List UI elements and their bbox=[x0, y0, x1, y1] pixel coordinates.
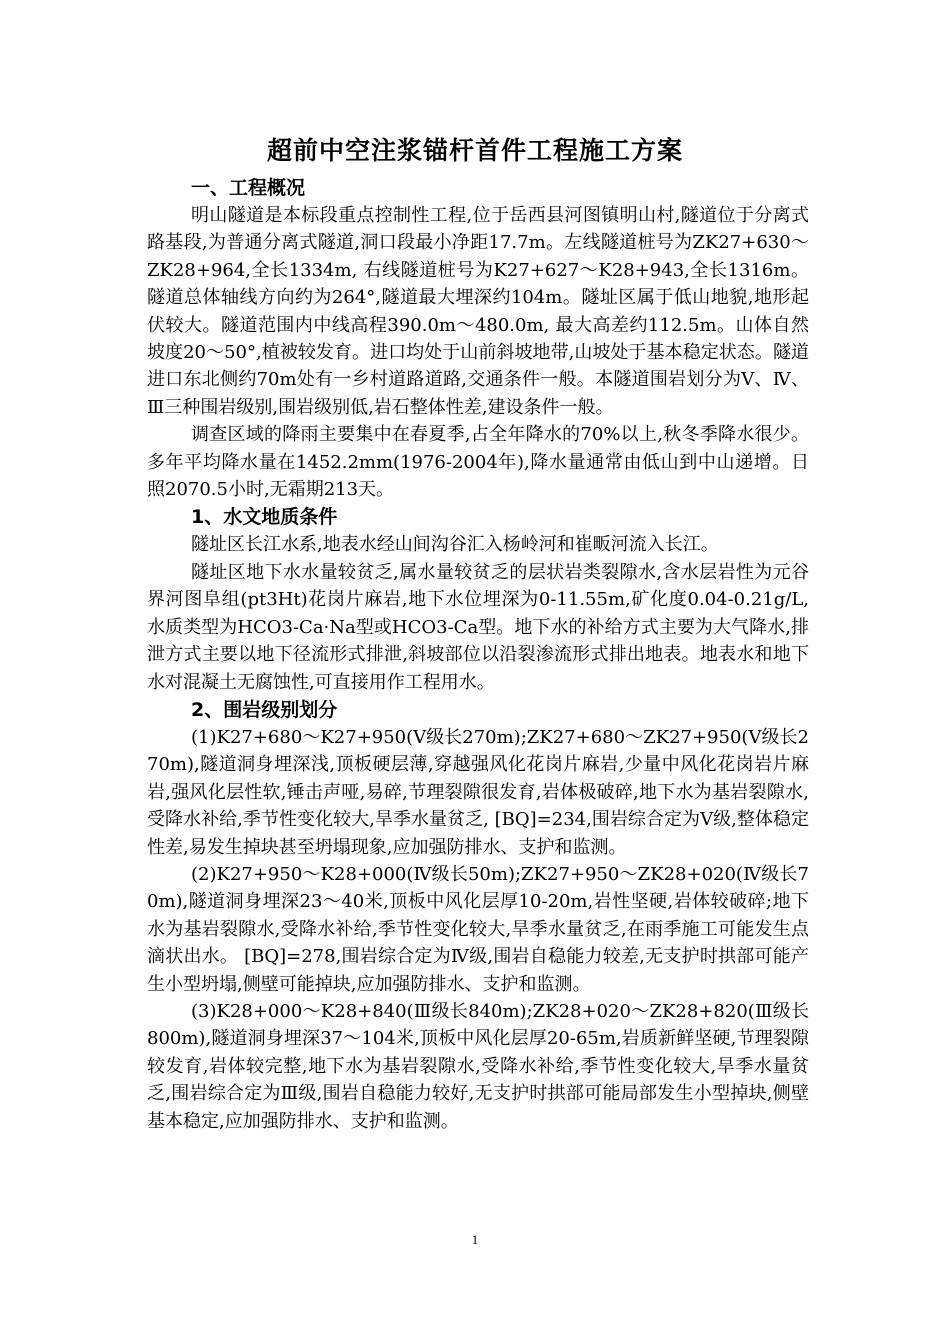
paragraph-overview-2: 调查区域的降雨主要集中在春夏季,占全年降水的70%以上,秋冬季降水很少。多年平均降水量在1452.2mm(1976-2004年),降水量通常由低山到中山递增。日照2070.5小时,无霜期213天。 bbox=[147, 424, 809, 501]
paragraph-overview-1: 明山隧道是本标段重点控制性工程,位于岳西县河图镇明山村,隧道位于分离式路基段,为普通分离式隧道,洞口段最小净距17.7m。左线隧道桩号为ZK27+630～ZK28+964,全长1334m, 右线隧道桩号为K27+627～K28+943,全长1316m。隧道总体轴线方向约为264°,隧道最大埋深约104m。隧址区属于低山地貌,地形起伏较大。隧道范围内中线高程390.0m～480.0m, 最大高差约112.5m。山体自然坡度20～50°,植被较发育。进口均处于山前斜坡地带,山坡处于基本稳定状态。隧道进口东北侧约70m处有一乡村道路道路,交通条件一般。本隧道围岩划分为Ⅴ、Ⅳ、Ⅲ三种围岩级别,围岩级别低,岩石整体性差,建设条件一般。 bbox=[147, 205, 809, 418]
paragraph-grade-2: (2)K27+950～K28+000(Ⅳ级长50m);ZK27+950～ZK28+020(Ⅳ级长70m),隧道洞身埋深23～40米,顶板中风化层厚10-20m,岩性坚硬,岩体较破碎;地下水为基岩裂隙水,受降水补给,季节性变化较大,旱季水量贫乏,在雨季施工可能发生点滴状出水。 [BQ]=278,围岩综合定为Ⅳ级,围岩自稳能力较差,无支护时拱部可能产生小型坍塌,侧壁可能掉块,应加强防排水、支护和监测。 bbox=[147, 863, 809, 995]
section-heading-grade: 2、围岩级别划分 bbox=[191, 698, 338, 721]
page-number: 1 bbox=[471, 1232, 479, 1247]
document-title: 超前中空注浆锚杆首件工程施工方案 bbox=[266, 136, 683, 165]
paragraph-hydro-1: 隧址区长江水系,地表水经山间沟谷汇入杨岭河和崔畈河流入长江。 bbox=[191, 534, 719, 556]
paragraph-grade-3: (3)K28+000～K28+840(Ⅲ级长840m);ZK28+020～ZK28+820(Ⅲ级长800m),隧道洞身埋深37～104米,顶板中风化层厚20-65m,岩质新鲜坚硬,节理裂隙较发育,岩体较完整,地下水为基岩裂隙水,受降水补给,季节性变化较大,旱季水量贫乏,围岩综合定为Ⅲ级,围岩自稳能力较好,无支护时拱部可能局部发生小型掉块,侧壁基本稳定,应加强防排水、支护和监测。 bbox=[147, 1000, 809, 1132]
paragraph-grade-1: (1)K27+680～K27+950(Ⅴ级长270m);ZK27+680～ZK27+950(Ⅴ级长270m),隧道洞身埋深浅,顶板硬层薄,穿越强风化花岗片麻岩,少量中风化花岗岩片麻岩,强风化层性软,锤击声哑,易碎,节理裂隙很发育,岩体极破碎,地下水为基岩裂隙水,受降水补给,季节性变化较大,旱季水量贫乏, [BQ]=234,围岩综合定为Ⅴ级,整体稳定性差,易发生掉块甚至坍塌现象,应加强防排水、支护和监测。 bbox=[147, 726, 809, 858]
paragraph-hydro-2: 隧址区地下水水量较贫乏,属水量较贫乏的层状岩类裂隙水,含水层岩性为元谷界河图阜组(pt3Ht)花岗片麻岩,地下水位埋深为0-11.55m,矿化度0.04-0.21g/L,水质类型为HCO3-Ca·Na型或HCO3-Ca型。地下水的补给方式主要为大气降水,排泄方式主要以地下径流形式排泄,斜坡部位以沿裂渗流形式排出地表。地表水和地下水对混凝土无腐蚀性,可直接用作工程用水。 bbox=[147, 561, 809, 693]
section-heading-hydro: 1、水文地质条件 bbox=[191, 506, 338, 529]
section-heading-overview: 一、工程概况 bbox=[191, 177, 306, 199]
document-body bbox=[147, 174, 809, 1135]
